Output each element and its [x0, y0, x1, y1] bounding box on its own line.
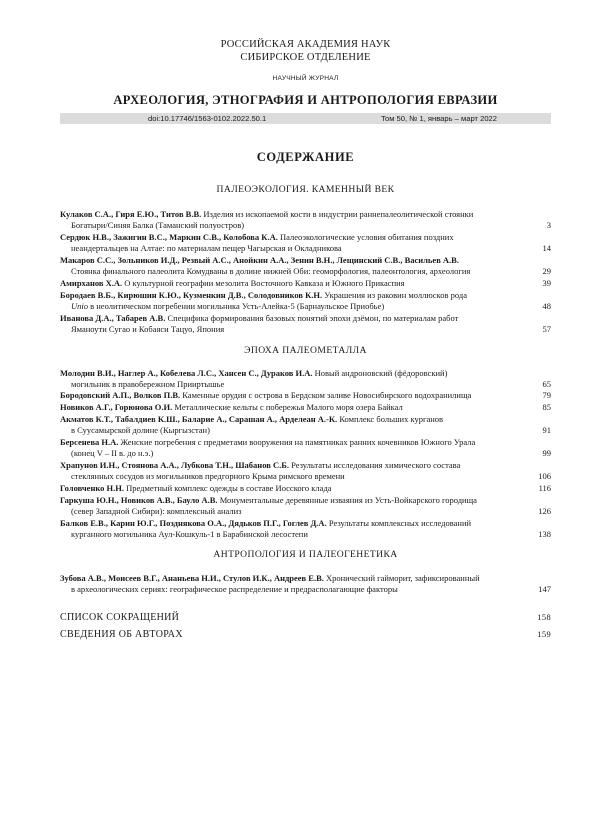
entry-page: 116 [538, 483, 551, 493]
toc-entry[interactable] [60, 495, 551, 517]
issue-info-band [60, 113, 551, 124]
toc-entry[interactable] [60, 483, 551, 494]
entry-title: О культурной географии мезолита Восточного Кавказа и Южного Прикаспия [122, 278, 405, 288]
entry-title-cont: Яманоути Сугао и Кобаяси Тацуо, Япония [71, 324, 225, 334]
doi: doi:10.17746/1563-0102.2022.50.1 [148, 114, 267, 123]
entry-title: Изделия из ископаемой кости в индустрии раннепалеолитической стоянки [201, 209, 474, 219]
issue-volume: Том 50, № 1, январь – март 2022 [380, 114, 497, 123]
journal-label: НАУЧНЫЙ ЖУРНАЛ [272, 75, 339, 82]
entry-authors: Берсенева Н.А. [60, 437, 119, 447]
entry-page: 14 [542, 243, 551, 253]
entry-authors: Зубова А.В., Моисеев В.Г., Ананьева Н.И., Стулов И.К., Андреев Е.В. [60, 573, 324, 583]
entry-authors: Бородовский А.П., Волков П.В. [60, 390, 181, 400]
entry-title: Металлические кельты с побережья Малого моря озера Байкал [172, 402, 403, 412]
entry-title: Женские погребения с предметами вооружения на памятниках ранних кочевников Южного Урала [118, 437, 476, 447]
entry-title-cont: неандертальцев на Алтае: по материалам пещер Чагырская и Окладникова [71, 243, 342, 253]
entry-authors: Новиков А.Г., Горюнова О.И. [60, 402, 173, 412]
entry-page: 99 [542, 448, 551, 458]
entry-title-cont: в Суусамырской долине (Кыргызстан) [71, 425, 210, 435]
section-title: ЭПОХА ПАЛЕОМЕТАЛЛА [244, 345, 367, 356]
entry-page: 106 [538, 471, 551, 481]
entry-authors: Амирханов Х.А. [60, 278, 123, 288]
toc-entry[interactable] [60, 368, 551, 390]
toc-entry[interactable] [60, 290, 551, 312]
entry-title-cont: стеклянных сосудов из могильников предгорного Крыма римского времени [71, 471, 345, 481]
toc-entry[interactable] [60, 518, 551, 540]
toc-entry[interactable] [60, 278, 551, 289]
entry-authors: Гаркуша Ю.Н., Новиков А.В., Бауло А.В. [60, 495, 218, 505]
entry-title: Комплекс больших курганов [337, 414, 444, 424]
entry-page: 138 [538, 529, 551, 539]
toc-entry[interactable] [60, 402, 551, 413]
toc-entry[interactable] [60, 460, 551, 482]
entry-title: Палеоэкологические условия обитания поздних [277, 232, 454, 242]
entry-page: 29 [542, 266, 551, 276]
entry-authors: Сердюк Н.В., Зажигин В.С., Маркин С.В., Колобова К.А. [60, 232, 278, 242]
toc-entry[interactable] [60, 232, 551, 254]
entry-page: 85 [542, 402, 551, 412]
entry-title: Украшения из раковин моллюсков рода [322, 290, 467, 300]
entry-page: 147 [538, 584, 551, 594]
entry-title-italic: Unio [71, 301, 88, 311]
entry-page: 79 [542, 390, 551, 400]
entry-authors: Макаров С.С., Зольников И.Д., Резвый А.С., Анойкин А.А., Зенин В.Н., Лещинский С.В., Васильев А.В. [60, 255, 459, 265]
entry-title-cont: могильник в правобережном Прииртышье [71, 379, 225, 389]
entry-authors: Молодин В.И., Наглер А., Кобелева Л.С., Хансен С., Дураков И.А. [60, 368, 313, 378]
section-title: ПАЛЕОЭКОЛОГИЯ. КАМЕННЫЙ ВЕК [216, 184, 395, 195]
entry-page: 39 [542, 278, 551, 288]
entry-title: Каменные орудия с острова в Бердском заливе Новосибирского водохранилища [180, 390, 472, 400]
section-title: АНТРОПОЛОГИЯ И ПАЛЕОГЕНЕТИКА [213, 549, 398, 560]
entry-title-cont: в археологических сериях: географическое распределение и предрасполагающие факторы [71, 584, 398, 594]
toc-entry[interactable] [60, 573, 551, 595]
abbreviations-entry[interactable] [60, 612, 551, 623]
toc-entry[interactable] [60, 390, 551, 401]
entry-authors: Бородаев В.Б., Кирюшин К.Ю., Кузменкин Д.В., Солодовников К.Н. [60, 290, 323, 300]
toc-entry[interactable] [60, 255, 551, 277]
entry-page: 126 [538, 506, 551, 516]
toc-entry[interactable] [60, 313, 551, 335]
entry-title-cont: Богатыри/Синяя Балка (Таманский полуостров) [71, 220, 245, 230]
authors-info-entry[interactable] [60, 629, 551, 640]
toc-entry[interactable] [60, 437, 551, 459]
toc-entry[interactable] [60, 414, 551, 436]
entry-page: 57 [542, 324, 551, 334]
entry-authors: Храпунов И.Н., Стоянова А.А., Лубкова Т.Н., Шабанов С.Б. [60, 460, 289, 470]
entry-title-cont: (конец V – II в. до н.э.) [71, 448, 154, 458]
entry-title-cont: (север Западной Сибири): комплексный анализ [71, 506, 242, 516]
entry-title: Предметный комплекс одежды в составе Иосского клада [123, 483, 332, 493]
entry-title-cont: курганного могильника Аул-Кошкуль-1 в Барабинской лесостепи [71, 529, 308, 539]
entry-authors: Головченко Н.Н. [60, 483, 124, 493]
entry-title: Специфика формирования базовых понятий эпохи дзёмон, по материалам работ [165, 313, 459, 323]
toc-entry[interactable] [60, 209, 551, 231]
contents-title: СОДЕРЖАНИЕ [256, 150, 355, 164]
entry-title: Результаты исследования химического состава [288, 460, 461, 470]
entry-page: 65 [542, 379, 551, 389]
entry-title: Монументальные деревянные изваяния из Усть-Войкарского городища [217, 495, 477, 505]
entry-page: 3 [546, 220, 551, 230]
entry-authors: Кулаков С.А., Гиря Е.Ю., Титов В.В. [60, 209, 202, 219]
entry-title: Новый андроновский (фёдоровский) [312, 368, 448, 378]
appendix-title: СПИСОК СОКРАЩЕНИЙ [60, 612, 180, 623]
appendix-title: СВЕДЕНИЯ ОБ АВТОРАХ [60, 629, 183, 640]
entry-authors: Балков Е.В., Карин Ю.Г., Позднякова О.А., Дядьков П.Г., Гоглев Д.А. [60, 518, 327, 528]
journal-title: АРХЕОЛОГИЯ, ЭТНОГРАФИЯ И АНТРОПОЛОГИЯ ЕВРАЗИИ [113, 93, 498, 107]
academy-name: РОССИЙСКАЯ АКАДЕМИЯ НАУК [220, 39, 391, 50]
entry-authors: Иванова Д.А., Табарев А.В. [60, 313, 166, 323]
entry-page: 48 [542, 301, 551, 311]
entry-title-cont: в неолитическом погребении могильника Усть-Алейка-5 (Барнаульское Приобье) [88, 301, 385, 311]
appendix-page: 159 [537, 629, 551, 639]
appendix-page: 158 [537, 612, 551, 622]
entry-title: Хронический гайморит, зафиксированный [323, 573, 480, 583]
entry-title-cont: Стоянка финального палеолита Комудваны в долине нижней Оби: геоморфология, палеонтология, археология [71, 266, 471, 276]
entry-page: 91 [542, 425, 551, 435]
entry-title: Результаты комплексных исследований [326, 518, 472, 528]
entry-authors: Акматов К.Т., Табалдиев К.Ш., Баларие А., Сарашан А., Арделеан А.-К. [60, 414, 338, 424]
branch-name: СИБИРСКОЕ ОТДЕЛЕНИЕ [240, 52, 371, 63]
